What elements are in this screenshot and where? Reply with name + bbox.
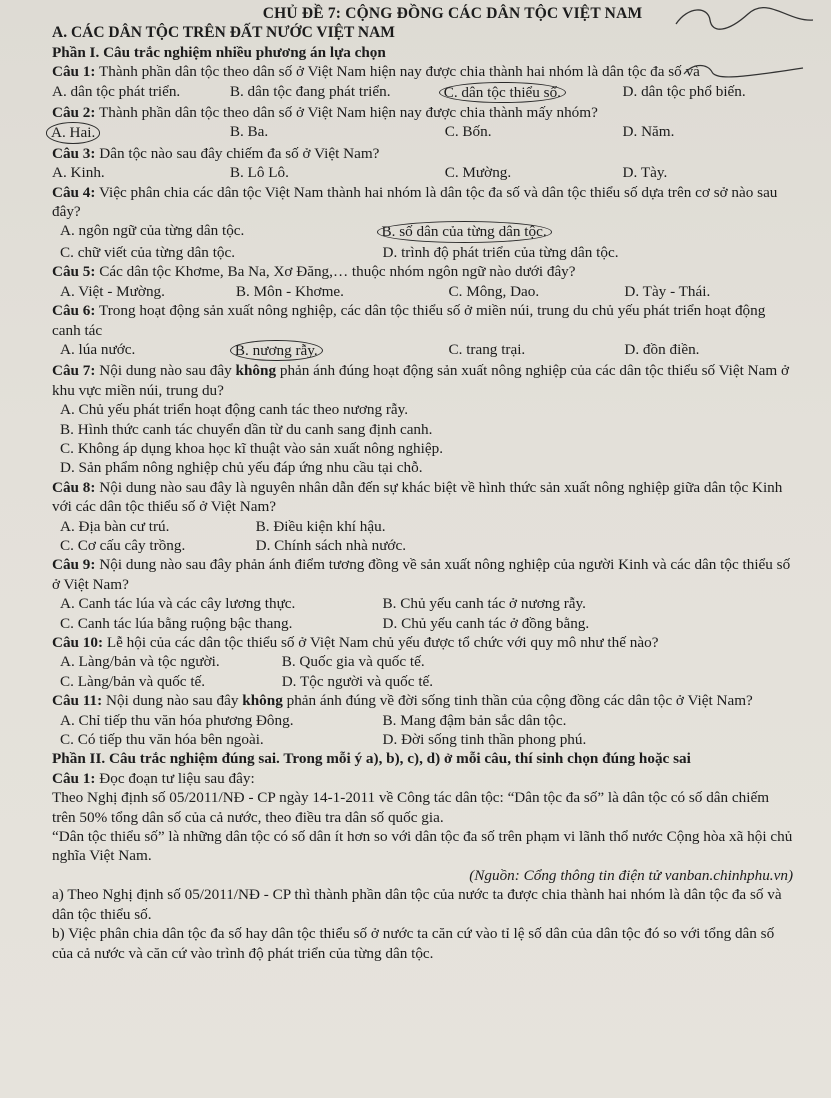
question-5-options [52, 282, 793, 301]
question-11-options-row1 [52, 711, 793, 730]
option-b[interactable]: B. Điều kiện khí hậu. [255, 517, 386, 535]
option-a[interactable] [52, 122, 230, 143]
option-b[interactable]: B. Môn - Khơme. [235, 282, 344, 300]
option-b[interactable]: B. Quốc gia và quốc tế. [281, 653, 425, 671]
option-a[interactable]: A. Kinh. [52, 164, 105, 182]
question-9-options-row1 [52, 594, 793, 613]
option-c[interactable]: C. Không áp dụng khoa học kĩ thuật vào sản xuất nông nghiệp. [60, 439, 444, 457]
option-d[interactable]: D. Đời sống tinh thần phong phú. [382, 731, 587, 749]
question-6: Câu 6: Trong hoạt động sản xuất nông nghiệp, các dân tộc thiểu số ở miền núi, trung du chủ yếu phát triển hoạt động canh tác [52, 302, 766, 339]
question-8-options-row2 [52, 536, 505, 555]
option-a[interactable]: A. lúa nước. [60, 340, 136, 358]
option-a[interactable]: A. dân tộc phát triển. [52, 82, 181, 100]
option-b[interactable]: B. Lô Lô. [229, 164, 289, 182]
option-b[interactable] [236, 340, 449, 361]
option-b[interactable]: B. Chủ yếu canh tác ở nương rẫy. [382, 595, 586, 613]
option-a[interactable]: A. Canh tác lúa và các cây lương thực. [60, 595, 296, 613]
question-8: Câu 8: Nội dung nào sau đây là nguyên nhân dẫn đến sự khác biệt về hình thức sản xuất nông nghiệp giữa dân tộc Kinh với các dân tộc thiểu số ở Việt Nam? [52, 478, 783, 516]
section-a-heading: A. CÁC DÂN TỘC TRÊN ĐẤT NƯỚC VIỆT NAM [52, 24, 395, 42]
option-c[interactable] [445, 82, 623, 103]
signature-icon [678, 58, 808, 82]
option-d[interactable]: D. dân tộc phổ biến. [622, 82, 746, 100]
option-a[interactable]: A. Việt - Mường. [60, 282, 165, 300]
option-a[interactable]: A. ngôn ngữ của từng dân tộc. [60, 222, 245, 240]
option-c[interactable]: C. Mông, Dao. [448, 282, 540, 300]
option-d[interactable]: D. trình độ phát triển của từng dân tộc. [382, 243, 619, 261]
option-c[interactable]: C. Canh tác lúa bằng ruộng bậc thang. [60, 614, 293, 632]
option-a[interactable]: A. Chủ yếu phát triển hoạt động canh tác theo nương rẫy. [60, 401, 409, 419]
question-2-options [52, 122, 793, 143]
question-1: Câu 1: Thành phần dân tộc theo dân số ở Việt Nam hiện nay được chia thành hai nhóm là dân tộc đa số và [52, 63, 700, 81]
option-b[interactable]: B. dân tộc đang phát triển. [229, 82, 391, 100]
option-a[interactable]: A. Địa bàn cư trú. [60, 517, 170, 535]
question-4-options-row2 [52, 243, 793, 262]
answer-circle: B. nương rẫy. [230, 340, 323, 361]
question-5: Câu 5: Các dân tộc Khơme, Ba Na, Xơ Đăng,… thuộc nhóm ngôn ngữ nào dưới đây? [52, 263, 576, 281]
answer-circle: B. số dân của từng dân tộc. [377, 221, 552, 242]
question-8-options-row1 [52, 517, 505, 536]
source-paragraph-2: “Dân tộc thiểu số” là những dân tộc có số dân ít hơn so với dân tộc đa số trên phạm vi lãnh thổ nước Cộng hòa xã hội chủ nghĩa Việt Nam. [52, 828, 793, 865]
question-3: Câu 3: Dân tộc nào sau đây chiếm đa số ở Việt Nam? [52, 144, 380, 162]
part2-heading: Phần II. Câu trắc nghiệm đúng sai. Trong mỗi ý a), b), c), d) ở mỗi câu, thí sinh chọn đúng hoặc sai [52, 750, 691, 768]
option-c[interactable]: C. Làng/bản và quốc tế. [60, 672, 206, 690]
option-b[interactable] [383, 221, 793, 242]
option-d[interactable]: D. Chính sách nhà nước. [255, 536, 407, 554]
option-a[interactable]: A. Làng/bản và tộc người. [60, 653, 220, 671]
option-d[interactable]: D. Tày - Thái. [624, 282, 711, 300]
statement-a[interactable]: a) Theo Nghị định số 05/2011/NĐ - CP thì thành phần dân tộc của nước ta được chia thành hai nhóm là dân tộc đa số và dân tộc thiểu số. [52, 886, 782, 923]
part1-heading: Phần I. Câu trắc nghiệm nhiều phương án lựa chọn [52, 43, 386, 61]
option-c[interactable]: C. chữ viết của từng dân tộc. [60, 243, 236, 261]
answer-circle: A. Hai. [46, 122, 100, 143]
option-d[interactable]: D. đồn điền. [624, 340, 700, 358]
option-a[interactable]: A. Chỉ tiếp thu văn hóa phương Đông. [60, 711, 294, 729]
question-9-options-row2 [52, 614, 793, 633]
option-d[interactable]: D. Chủ yếu canh tác ở đồng bằng. [382, 614, 590, 632]
option-c[interactable]: C. trang trại. [448, 340, 526, 358]
signature-scribble-top [668, 2, 818, 36]
option-b[interactable]: B. Hình thức canh tác chuyển dần từ du canh sang định canh. [60, 420, 433, 438]
page-title: CHỦ ĐỀ 7: CỘNG ĐỒNG CÁC DÂN TỘC VIỆT NAM [262, 5, 643, 22]
option-d[interactable]: D. Năm. [622, 123, 675, 141]
question-7: Câu 7: Nội dung nào sau đây không phản ánh đúng hoạt động sản xuất nông nghiệp của các dân tộc thiểu số Việt Nam ở khu vực miền núi, trung du? [52, 362, 790, 399]
question-4: Câu 4: Việc phân chia các dân tộc Việt Nam thành hai nhóm là dân tộc đa số và dân tộc thiểu số dựa trên cơ sở nào sau đây? [52, 183, 778, 221]
option-c[interactable]: C. Bốn. [444, 123, 492, 141]
answer-circle: C. dân tộc thiểu số. [439, 82, 566, 103]
part2-question-1: Câu 1: Đọc đoạn tư liệu sau đây: [52, 769, 255, 787]
option-c[interactable]: C. Cơ cấu cây trồng. [60, 536, 186, 554]
option-d[interactable]: D. Sản phẩm nông nghiệp chủ yếu đáp ứng nhu cầu tại chỗ. [60, 459, 423, 477]
question-4-options-row1 [52, 221, 793, 242]
option-b[interactable]: B. Mang đậm bản sắc dân tộc. [382, 711, 567, 729]
question-10-options-row1 [52, 652, 564, 671]
question-9: Câu 9: Nội dung nào sau đây phản ánh điểm tương đồng về sản xuất nông nghiệp của người Kinh và các dân tộc thiểu số ở Việt Nam? [52, 556, 791, 593]
question-10: Câu 10: Lễ hội của các dân tộc thiểu số ở Việt Nam chủ yếu được tổ chức với quy mô như thế nào? [52, 634, 659, 651]
option-c[interactable]: C. Mường. [444, 164, 512, 182]
question-11: Câu 11: Nội dung nào sau đây không phản ánh đúng về đời sống tinh thần của cộng đồng các dân tộc ở Việt Nam? [52, 692, 753, 710]
option-c[interactable]: C. Có tiếp thu văn hóa bên ngoài. [60, 731, 264, 749]
option-d[interactable]: D. Tộc người và quốc tế. [281, 672, 434, 690]
question-2: Câu 2: Thành phần dân tộc theo dân số ở Việt Nam hiện nay được chia thành mấy nhóm? [52, 104, 598, 122]
signature-scribble-mid [678, 58, 808, 82]
question-11-options-row2 [52, 730, 793, 749]
signature-icon [668, 2, 818, 36]
source-paragraph-1: Theo Nghị định số 05/2011/NĐ - CP ngày 14-1-2011 về Công tác dân tộc: “Dân tộc đa số” là dân tộc có số dân chiếm trên 50% tổng dân số của cả nước, theo điều tra dân số quốc gia. [52, 789, 770, 826]
option-d[interactable]: D. Tày. [622, 164, 668, 182]
source-citation: (Nguồn: Cổng thông tin điện tử vanban.chinhphu.vn) [469, 866, 793, 884]
question-1-options [52, 82, 793, 103]
question-10-options-row2 [52, 672, 564, 691]
statement-b[interactable]: b) Việc phân chia dân tộc đa số hay dân tộc thiểu số ở nước ta căn cứ vào tỉ lệ số dân của dân tộc đó so với tổng dân số của cả nước và căn cứ vào trình độ phát triển của từng dân tộc. [52, 925, 775, 962]
option-b[interactable]: B. Ba. [229, 123, 269, 141]
question-3-options [52, 163, 793, 182]
question-6-options [52, 340, 793, 361]
